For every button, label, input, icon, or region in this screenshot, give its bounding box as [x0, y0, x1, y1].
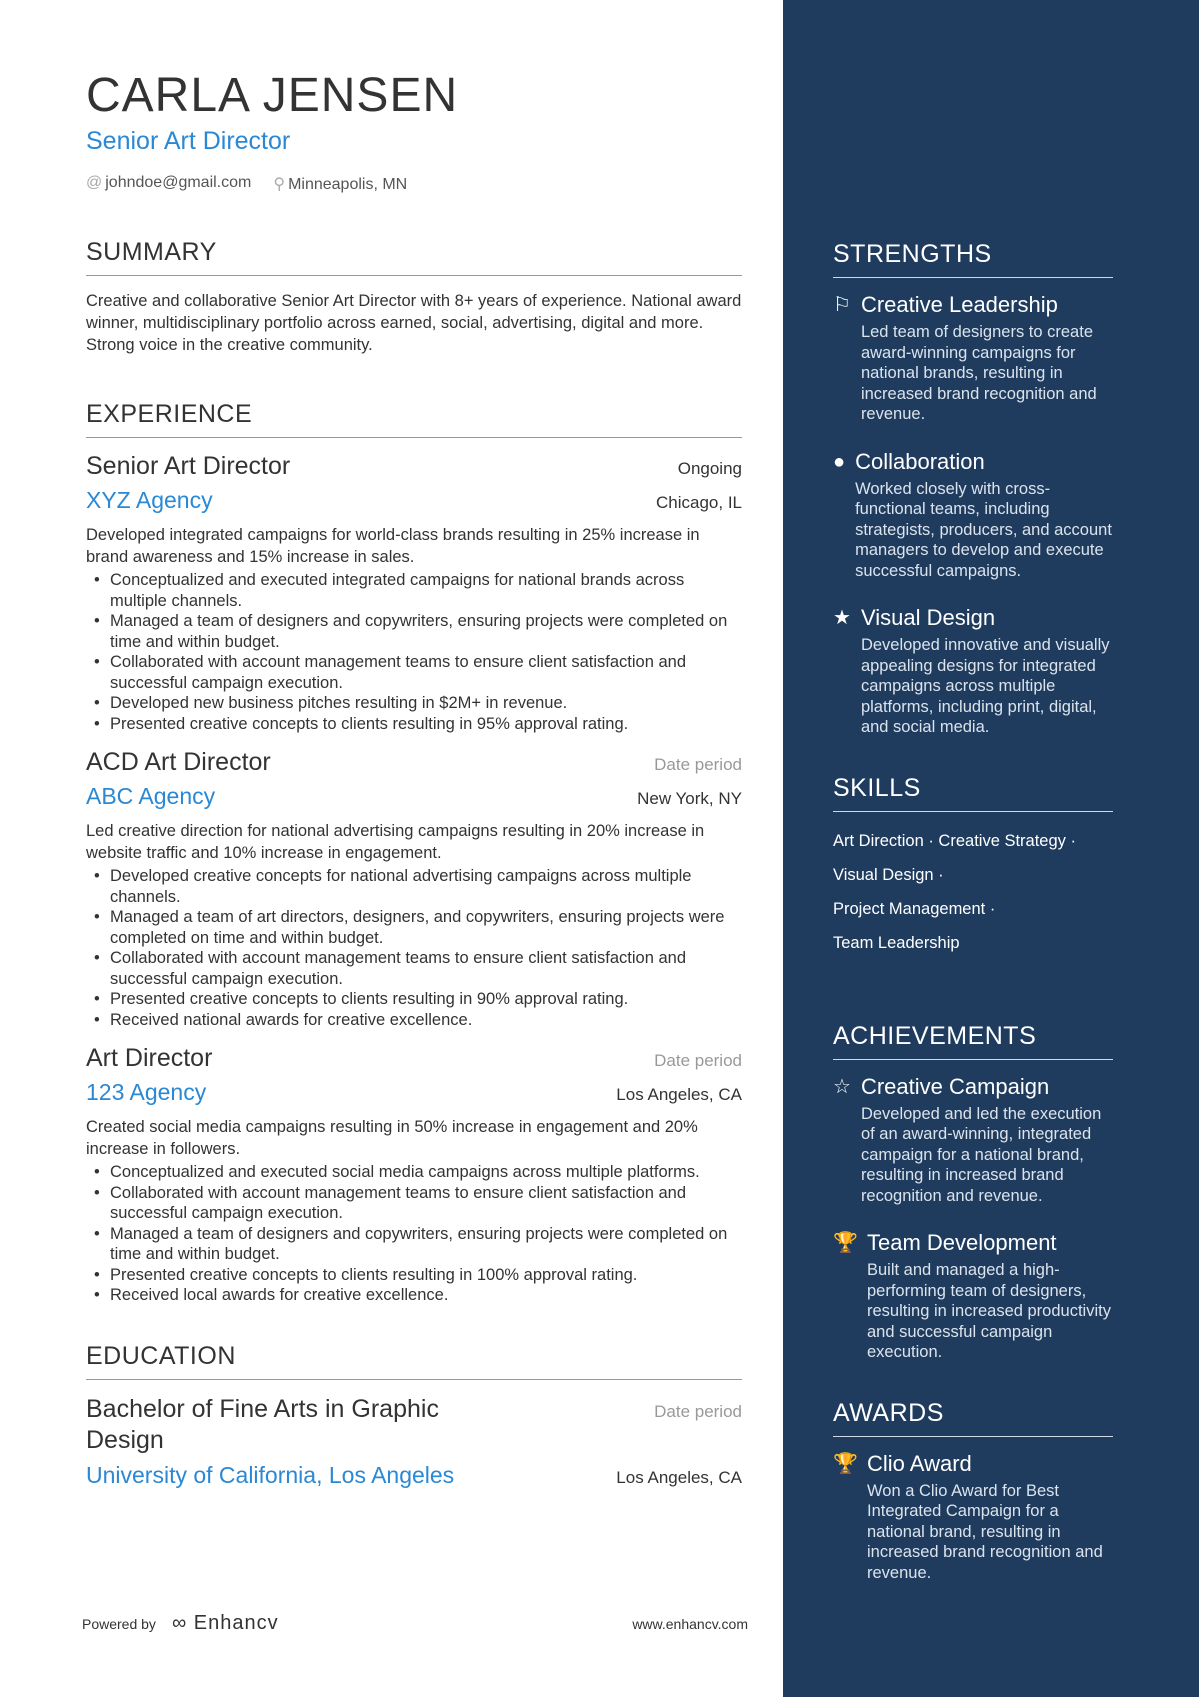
- strengths-item: [833, 603, 1113, 738]
- skill-line: Visual Design ·: [833, 865, 944, 884]
- strengths-item: [833, 447, 1113, 582]
- flag-icon: ⚐: [833, 294, 851, 316]
- job-bullet: • Conceptualized and executed social media campaigns across multiple platforms.: [86, 1162, 742, 1183]
- item-text: Developed and led the execution of an award-winning, integrated campaign for a national brand, resulting in increased brand recognition and revenue.: [860, 1104, 1102, 1205]
- awards-item: [833, 1449, 1113, 1584]
- company: ABC Agency: [86, 783, 216, 809]
- trophy-icon: 🏆: [833, 1452, 858, 1475]
- job-date: Date period: [654, 1051, 742, 1070]
- skill-line: Team Leadership: [833, 933, 960, 952]
- section-heading: AWARDS: [833, 1399, 1113, 1437]
- job-location: Los Angeles, CA: [616, 1085, 742, 1104]
- job-bullet: • Presented creative concepts to clients resulting in 90% approval rating.: [86, 989, 742, 1010]
- item-text: Built and managed a high-performing team of designers, resulting in increased productivity and successful campaign execution.: [867, 1261, 1111, 1361]
- achievements-item: [833, 1228, 1113, 1363]
- job-location: Chicago, IL: [656, 493, 742, 512]
- job-date: Ongoing: [677, 459, 742, 478]
- item-text: Developed innovative and visually appealing designs for integrated campaigns across multiple platforms, including print, digital, and social media.: [860, 636, 1110, 736]
- experience-entry: [86, 452, 742, 734]
- job-role: ACD Art Director: [86, 748, 271, 776]
- education-date: Date period: [654, 1401, 742, 1421]
- item-text: Won a Clio Award for Best Integrated Campaign for a national brand, resulting in increased brand recognition and revenue.: [867, 1481, 1103, 1582]
- job-bullet: • Collaborated with account management teams to ensure client satisfaction and successful campaign execution.: [86, 1183, 742, 1224]
- company: XYZ Agency: [86, 487, 213, 513]
- strengths-item: [833, 290, 1113, 425]
- sidebar: [783, 0, 1199, 1697]
- star-icon: ★: [833, 607, 851, 629]
- job-bullet: • Collaborated with account management teams to ensure client satisfaction and successful campaign execution.: [86, 948, 742, 989]
- job-bullet: • Managed a team of designers and copywriters, ensuring projects were completed on time and within budget.: [86, 1224, 742, 1265]
- job-description: Developed integrated campaigns for world-class brands resulting in 25% increase in brand awareness and 15% increase in sales.: [86, 526, 700, 566]
- contact-info: [86, 174, 742, 194]
- section-heading: SUMMARY: [86, 238, 742, 276]
- email[interactable]: johndoe@gmail.com: [105, 174, 252, 191]
- job-bullet: • Received local awards for creative excellence.: [86, 1285, 742, 1306]
- job-bullet: • Developed new business pitches resulting in $2M+ in revenue.: [86, 693, 742, 714]
- job-bullet: • Received national awards for creative excellence.: [86, 1010, 742, 1031]
- head-icon: ●: [833, 450, 846, 473]
- job-bullet: • Collaborated with account management teams to ensure client satisfaction and successful campaign execution.: [86, 652, 742, 693]
- summary-text: Creative and collaborative Senior Art Director with 8+ years of experience. National award winner, multidisciplinary portfolio across earned, social, advertising, digital and more. Strong voice in the creative community.: [86, 292, 742, 354]
- job-description: Created social media campaigns resulting in 50% increase in engagement and 20% increase in followers.: [86, 1118, 698, 1158]
- website-link[interactable]: www.enhancv.com: [632, 1615, 748, 1632]
- experience-entry: [86, 748, 742, 1030]
- item-title: Creative Leadership: [860, 292, 1058, 317]
- location: Minneapolis, MN: [288, 176, 408, 193]
- achievements-item: [833, 1072, 1113, 1207]
- footer: [82, 1612, 748, 1635]
- section-heading: ACHIEVEMENTS: [833, 1022, 1113, 1060]
- item-title: Clio Award: [867, 1450, 972, 1476]
- star-outline-icon: ☆: [833, 1075, 851, 1098]
- skill-line: Art Direction · Creative Strategy ·: [833, 831, 1076, 850]
- job-bullet: • Presented creative concepts to clients resulting in 95% approval rating.: [86, 714, 742, 735]
- item-title: Visual Design: [860, 605, 996, 630]
- job-role: Senior Art Director: [86, 452, 291, 480]
- powered-by: Powered by: [82, 1615, 156, 1632]
- skill-line: Project Management ·: [833, 899, 996, 918]
- education-location: Los Angeles, CA: [616, 1467, 742, 1487]
- section-heading: SKILLS: [833, 774, 1113, 812]
- experience-entry: [86, 1044, 742, 1306]
- summary-section: [86, 238, 742, 356]
- job-bullet: • Managed a team of art directors, designers, and copywriters, ensuring projects were completed on time and within budget.: [86, 907, 742, 948]
- job-role: Art Director: [86, 1044, 213, 1072]
- section-heading: STRENGTHS: [833, 240, 1113, 278]
- job-bullet: • Managed a team of designers and copywriters, ensuring projects were completed on time and within budget.: [86, 611, 742, 652]
- item-text: Worked closely with cross-functional teams, including strategists, producers, and account managers to develop and execute successful campaigns.: [855, 479, 1112, 580]
- candidate-title: Senior Art Director: [86, 127, 291, 155]
- at-icon: @: [86, 174, 103, 191]
- item-text: Led team of designers to create award-winning campaigns for national brands, resulting in increased brand recognition and revenue.: [860, 323, 1097, 423]
- job-date: Date period: [654, 755, 742, 774]
- job-bullet: • Developed creative concepts for national advertising campaigns across multiple channels.: [86, 866, 742, 907]
- degree: Bachelor of Fine Arts in Graphic Design: [86, 1394, 439, 1454]
- trophy-icon: 🏆: [833, 1232, 858, 1254]
- section-heading: EXPERIENCE: [86, 400, 742, 438]
- experience-section: [86, 400, 742, 1306]
- item-title: Creative Campaign: [860, 1073, 1050, 1099]
- job-description: Led creative direction for national advertising campaigns resulting in 20% increase in website traffic and 10% increase in engagement.: [86, 822, 705, 862]
- company: 123 Agency: [86, 1079, 207, 1105]
- candidate-name: CARLA JENSEN: [86, 69, 459, 122]
- location-pin-icon: ⚲: [273, 176, 286, 193]
- section-heading: EDUCATION: [86, 1342, 742, 1380]
- item-title: Team Development: [867, 1230, 1057, 1255]
- item-title: Collaboration: [855, 448, 985, 474]
- brand-name: Enhancv: [193, 1612, 279, 1634]
- main-column: [86, 68, 742, 1489]
- job-location: New York, NY: [637, 789, 742, 808]
- education-section: [86, 1342, 742, 1489]
- school: University of California, Los Angeles: [86, 1461, 455, 1488]
- enhancv-logo[interactable]: ∞ Enhancv: [171, 1612, 279, 1634]
- job-bullet: • Conceptualized and executed integrated campaigns for national brands across multiple channels.: [86, 570, 742, 611]
- job-bullet: • Presented creative concepts to clients resulting in 100% approval rating.: [86, 1265, 742, 1286]
